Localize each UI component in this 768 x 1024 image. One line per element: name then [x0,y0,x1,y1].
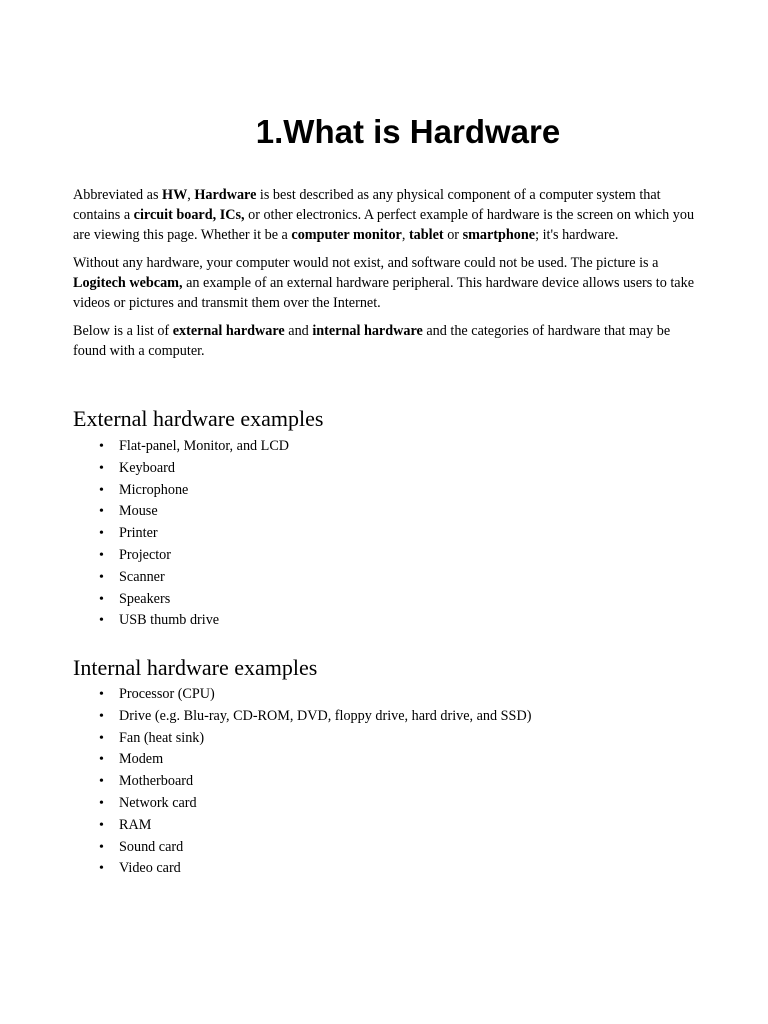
list-item [73,567,289,589]
bold-term-hw: HW [162,187,188,203]
bullet-icon: • [99,687,104,702]
list-item-label: Network card [119,794,197,811]
list-item [73,793,531,815]
bullet-icon: • [99,482,104,498]
bullet-icon: • [99,861,104,877]
bold-term-external-hardware: external hardware [172,323,285,339]
list-item-label: Printer [119,525,158,542]
list-item-label: Drive (e.g. Blu-ray, CD-ROM, DVD, floppy drive, hard drive, and SSD) [119,707,532,724]
text: Abbreviated as [73,187,163,203]
document-body [73,185,701,877]
list-item-label: Processor (CPU) [119,686,215,702]
list-item-label: Mouse [119,503,158,520]
list-item-label: Projector [119,546,172,563]
bold-term-internal-hardware: internal hardware [312,323,423,339]
text: and [284,323,313,339]
list-item [73,771,531,793]
list-item-label: Scanner [119,568,165,585]
list-item [73,706,531,728]
bold-term-hardware: Hardware [194,187,257,203]
intro-paragraph-1 [73,185,701,245]
list-item [73,480,289,502]
text: Below is a list of [73,323,173,339]
list-item-label: Keyboard [119,459,175,476]
list-item [73,545,289,567]
bullet-icon: • [99,569,104,585]
list-item-label: Microphone [119,481,189,498]
text: or [443,227,463,243]
bullet-icon: • [99,591,104,607]
bullet-icon: • [99,504,104,520]
list-item-label: Sound card [119,838,184,855]
bullet-icon: • [99,708,104,724]
text: or other electronics. A perfect example of hardware is the screen on which you are viewing this page. Whether it be a [73,207,695,243]
bullet-icon: • [99,795,104,811]
list-item-label: USB thumb drive [119,612,220,629]
internal-hardware-list [73,684,531,880]
list-item [73,501,289,523]
external-hardware-heading: External hardware examples [73,406,324,431]
bullet-icon: • [99,547,104,563]
text: is best described as any physical component of a computer system that contains a [73,187,661,223]
bold-term-smartphone: smartphone [462,227,536,243]
list-item [73,684,531,706]
internal-hardware-heading: Internal hardware examples [73,655,318,680]
list-item [73,523,289,545]
text: Without any hardware, your computer would not exist, and software could not be used. The picture is a [73,255,659,271]
list-item [73,858,531,880]
text: ; it's hardware. [535,227,619,243]
bullet-icon: • [99,613,104,629]
text: , [401,227,409,243]
list-item [73,728,531,750]
bold-term-tablet: tablet [408,227,444,243]
bullet-icon: • [99,774,104,790]
bullet-icon: • [99,817,104,833]
intro-paragraph-2 [73,253,701,313]
bold-term-computer-monitor: computer monitor [291,227,402,243]
list-item-label: Flat-panel, Monitor, and LCD [119,438,290,454]
list-item-label: Speakers [119,590,171,607]
bold-term-circuit-board: circuit board, ICs, [133,207,245,223]
external-hardware-list [73,436,289,632]
list-item-label: Fan (heat sink) [119,729,205,746]
list-item [73,610,289,632]
bold-term-logitech-webcam: Logitech webcam, [73,275,183,291]
list-item-label: Motherboard [119,773,194,790]
bullet-icon: • [99,730,104,746]
list-item [73,837,531,859]
bullet-icon: • [99,526,104,542]
bullet-icon: • [99,460,104,476]
page-title: 1.What is Hardware [255,113,561,150]
text: and the categories of hardware that may be found with a computer. [73,323,671,359]
bullet-icon: • [99,839,104,855]
text: an example of an external hardware peripheral. This hardware device allows users to take videos or pictures and transmit them over the Internet. [73,275,694,311]
bullet-icon: • [99,439,104,454]
bullet-icon: • [99,752,104,768]
list-item [73,458,289,480]
list-item-label: Video card [119,860,181,877]
list-item [73,749,531,771]
text: , [187,187,195,203]
list-item-label: Modem [119,751,164,768]
list-item-label: RAM [119,816,152,833]
list-item [73,815,531,837]
list-item [73,436,289,458]
list-item [73,589,289,611]
intro-paragraph-3 [73,321,701,361]
